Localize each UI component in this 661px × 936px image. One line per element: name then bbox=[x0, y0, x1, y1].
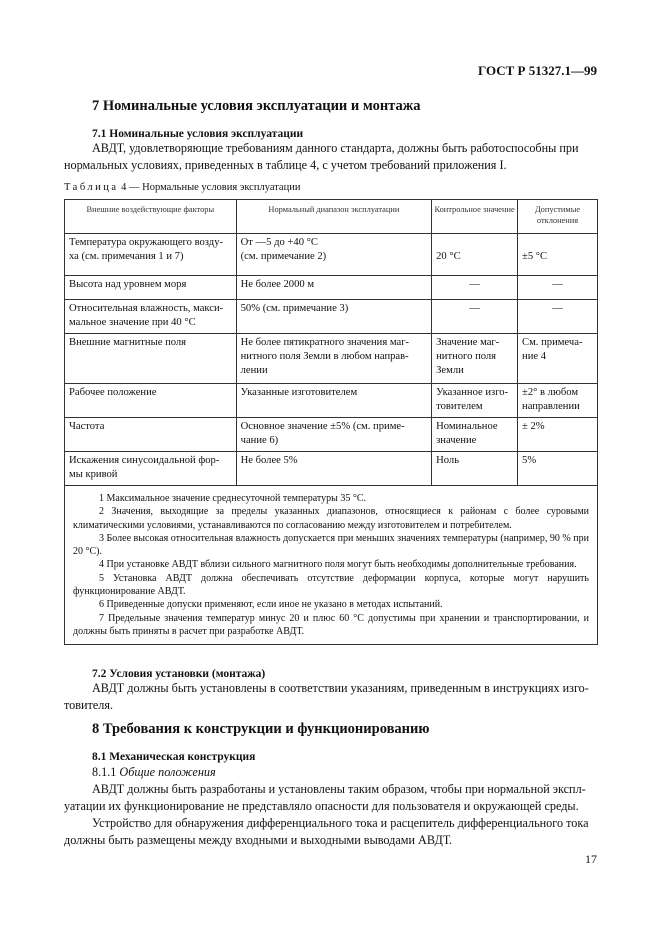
table-cell: — bbox=[432, 300, 518, 334]
table-cell: Температура окружающего возду- ха (см. примечания 1 и 7) bbox=[65, 234, 237, 276]
table-row bbox=[65, 234, 598, 276]
table-cell: — bbox=[518, 276, 598, 300]
table-cell: Относительная влажность, макси- мальное значение при 40 °С bbox=[65, 300, 237, 334]
table-cell: См. примеча- ние 4 bbox=[518, 334, 598, 384]
table-cell: 20 °С bbox=[432, 234, 518, 276]
table-cell: Частота bbox=[65, 418, 237, 452]
page-number: 17 bbox=[585, 852, 597, 866]
section-8-1-title: 8.1 Механическая конструкция bbox=[92, 751, 256, 763]
table-cell: 5% bbox=[518, 452, 598, 486]
text-line: АВДТ, удовлетворяющие требованиям данного стандарта, должны быть работоспособны при bbox=[92, 141, 579, 155]
section-8-1-1-heading bbox=[92, 765, 216, 780]
table-row bbox=[65, 334, 598, 384]
table-note: 1 Максимальное значение среднесуточной температуры 35 °С. bbox=[99, 493, 367, 504]
table-cell: 50% (см. примечание 3) bbox=[236, 300, 431, 334]
section-number: 8.1.1 bbox=[92, 765, 120, 779]
table-notes bbox=[65, 486, 598, 645]
table-cell: ±5 °С bbox=[518, 234, 598, 276]
section-8-1-1-title: Общие положения bbox=[119, 765, 216, 779]
table-cell: Ноль bbox=[432, 452, 518, 486]
section-7-1-title: 7.1 Номинальные условия эксплуатации bbox=[92, 128, 304, 140]
column-header: Контрольное значение bbox=[432, 200, 518, 234]
conditions-table bbox=[64, 199, 598, 645]
table-row bbox=[65, 276, 598, 300]
text-line: Устройство для обнаружения дифференциального тока и расцепитель дифференциального тока bbox=[92, 816, 589, 830]
table-cell: — bbox=[432, 276, 518, 300]
column-header: Допустимые отклонения bbox=[518, 200, 598, 234]
table-notes-row bbox=[65, 486, 598, 645]
table-cell: Не более 5% bbox=[236, 452, 431, 486]
table-cell: От —5 до +40 °С (см. примечание 2) bbox=[236, 234, 431, 276]
table-cell: Рабочее положение bbox=[65, 384, 237, 418]
text-line: АВДТ должны быть разработаны и установлены таким образом, чтобы при нормальной экспл- bbox=[92, 782, 586, 796]
table-header-row bbox=[65, 200, 598, 234]
table-note: 5 Установка АВДТ должна обеспечивать отсутствие деформации корпуса, которые могут нарушить функционирование АВДТ. bbox=[73, 572, 589, 598]
table-cell: Внешние магнитные поля bbox=[65, 334, 237, 384]
table-note: 2 Значения, выходящие за пределы указанных диапазонов, относящиеся к районам с более суровыми климатическими условиями, устанавливаются по согласованию между изготовителем и потребителем. bbox=[73, 506, 589, 531]
table-cell: Не более пятикратного значения маг- нитного поля Земли в любом направ- лении bbox=[236, 334, 431, 384]
standard-header: ГОСТ Р 51327.1—99 bbox=[478, 63, 597, 78]
table-cell: Не более 2000 м bbox=[236, 276, 431, 300]
table-cell: — bbox=[518, 300, 598, 334]
text-line: АВДТ должны быть установлены в соответствии указаниям, приведенным в инструкциях изго- bbox=[92, 681, 589, 695]
text-line: товителя. bbox=[64, 698, 114, 712]
table-cell: Указанное изго- товителем bbox=[432, 384, 518, 418]
table-cell: Основное значение ±5% (см. приме- чание 6) bbox=[236, 418, 431, 452]
section-7-2-text bbox=[64, 680, 598, 714]
text-line: нормальных условиях, приведенных в таблице 4, с учетом требований приложения I. bbox=[64, 158, 507, 172]
table-row bbox=[65, 300, 598, 334]
column-header: Нормальный диапазон эксплуатации bbox=[236, 200, 431, 234]
section-8-paragraph-2 bbox=[64, 815, 598, 849]
table-row bbox=[65, 418, 598, 452]
table-row bbox=[65, 452, 598, 486]
section-8-title: 8 Требования к конструкции и функционированию bbox=[92, 721, 430, 737]
text-line: уатации их функционирование не представляло опасности для пользователя и окружающей среды. bbox=[64, 799, 579, 813]
table-cell: ± 2% bbox=[518, 418, 598, 452]
table-note: 7 Предельные значения температур минус 20 и плюс 60 °С допустимы при хранении и транспортировании, и должны быть приняты в расчет при разработке АВДТ. bbox=[73, 612, 589, 637]
table-cell: Номинальное значение bbox=[432, 418, 518, 452]
table-cell: ±2° в любом направлении bbox=[518, 384, 598, 418]
table-cell: Указанные изготовителем bbox=[236, 384, 431, 418]
section-7-1-text bbox=[64, 140, 598, 174]
table-cell: Высота над уровнем моря bbox=[65, 276, 237, 300]
table-note: 3 Более высокая относительная влажность допускается при меньших значениях температуры (например, 90 % при 20 °С). bbox=[73, 532, 589, 558]
column-header: Внешние воздействующие факторы bbox=[65, 200, 237, 234]
table-note: 6 Приведенные допуски применяют, если иное не указано в методах испытаний. bbox=[99, 599, 443, 611]
table-note: 4 При установке АВДТ вблизи сильного магнитного поля могут быть необходимы дополнительные требования. bbox=[99, 559, 577, 571]
table-cell: Значение маг- нитного поля Земли bbox=[432, 334, 518, 384]
table-caption bbox=[64, 182, 300, 193]
section-8-paragraph-1 bbox=[64, 781, 598, 815]
table-caption-text: 4 — Нормальные условия эксплуатации bbox=[118, 182, 301, 193]
section-7-2-title: 7.2 Условия установки (монтажа) bbox=[92, 668, 266, 680]
table-cell: Искажения синусоидальной фор- мы кривой bbox=[65, 452, 237, 486]
table-row bbox=[65, 384, 598, 418]
table-caption-prefix: Таблица bbox=[64, 182, 119, 193]
section-7-title: 7 Номинальные условия эксплуатации и монтажа bbox=[92, 98, 421, 114]
text-line: должны быть размещены между входными и выходными выводами АВДТ. bbox=[64, 833, 453, 847]
